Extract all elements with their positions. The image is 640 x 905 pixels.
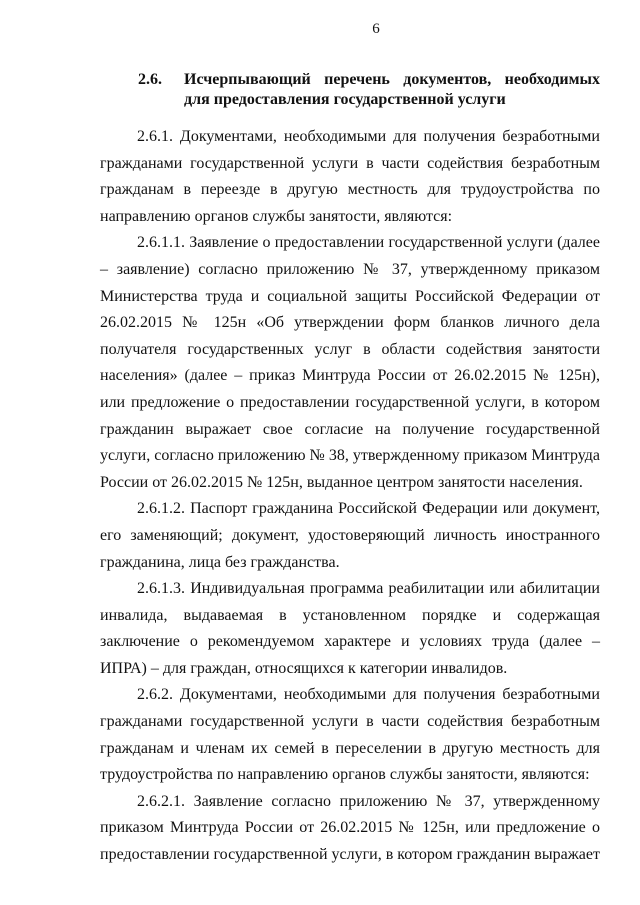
paragraph-2-6-1: 2.6.1. Документами, необходимыми для получения безработными гражданами государственной услуги в части содействия безработным гражданам в переезде в другую местность для трудоустройства по направлению органов службы занятости, являются: (100, 128, 600, 225)
page-number: 6 (372, 21, 380, 37)
section-number: 2.6. (138, 71, 162, 88)
document-page (100, 18, 600, 869)
section-title: Исчерпывающий перечень документов, необходимых для предоставления государственной услуги (184, 71, 600, 108)
paragraph-2-6-1-2: 2.6.1.2. Паспорт гражданина Российской Федерации или документ, его заменяющий; документ, удостоверяющий личность иностранного гражданина, лица без гражданства. (100, 500, 600, 571)
paragraph-2-6-1-3: 2.6.1.3. Индивидуальная программа реабилитации или абилитации инвалида, выдаваемая в установленном порядке и содержащая заключение о рекомендуемом характере и условиях труда (далее – ИПРА) – для граждан, относящихся к категории инвалидов. (100, 580, 600, 677)
section-heading (138, 70, 600, 110)
paragraph-2-6-1-1: 2.6.1.1. Заявление о предоставлении государственной услуги (далее – заявление) согласно приложению № 37, утвержденному приказом Министерства труда и социальной защиты Российской Федерации от 26.02.2015 № 125н «Об утверждении форм бланков личного дела получателя государственных услуг в области содействия занятости населения» (далее – приказ Минтруда России от 26.02.2015 № 125н), или предложение о предоставлении государственной услуги, в котором гражданин выражает свое согласие на получение государственной услуги, согласно приложению № 38, утвержденному приказом Минтруда России от 26.02.2015 № 125н, выданное центром занятости населения. (100, 234, 600, 491)
paragraph-2-6-2: 2.6.2. Документами, необходимыми для получения безработными гражданами государственной услуги в части содействия безработным гражданам и членам их семей в переселении в другую местность для трудоустройства по направлению органов службы занятости, являются: (100, 686, 600, 784)
paragraph-2-6-2-1: 2.6.2.1. Заявление согласно приложению № 37, утвержденному приказом Минтруда России от 26.02.2015 № 125н, или предложение о предоставлении государственной услуги, в котором гражданин выражает (100, 792, 600, 864)
